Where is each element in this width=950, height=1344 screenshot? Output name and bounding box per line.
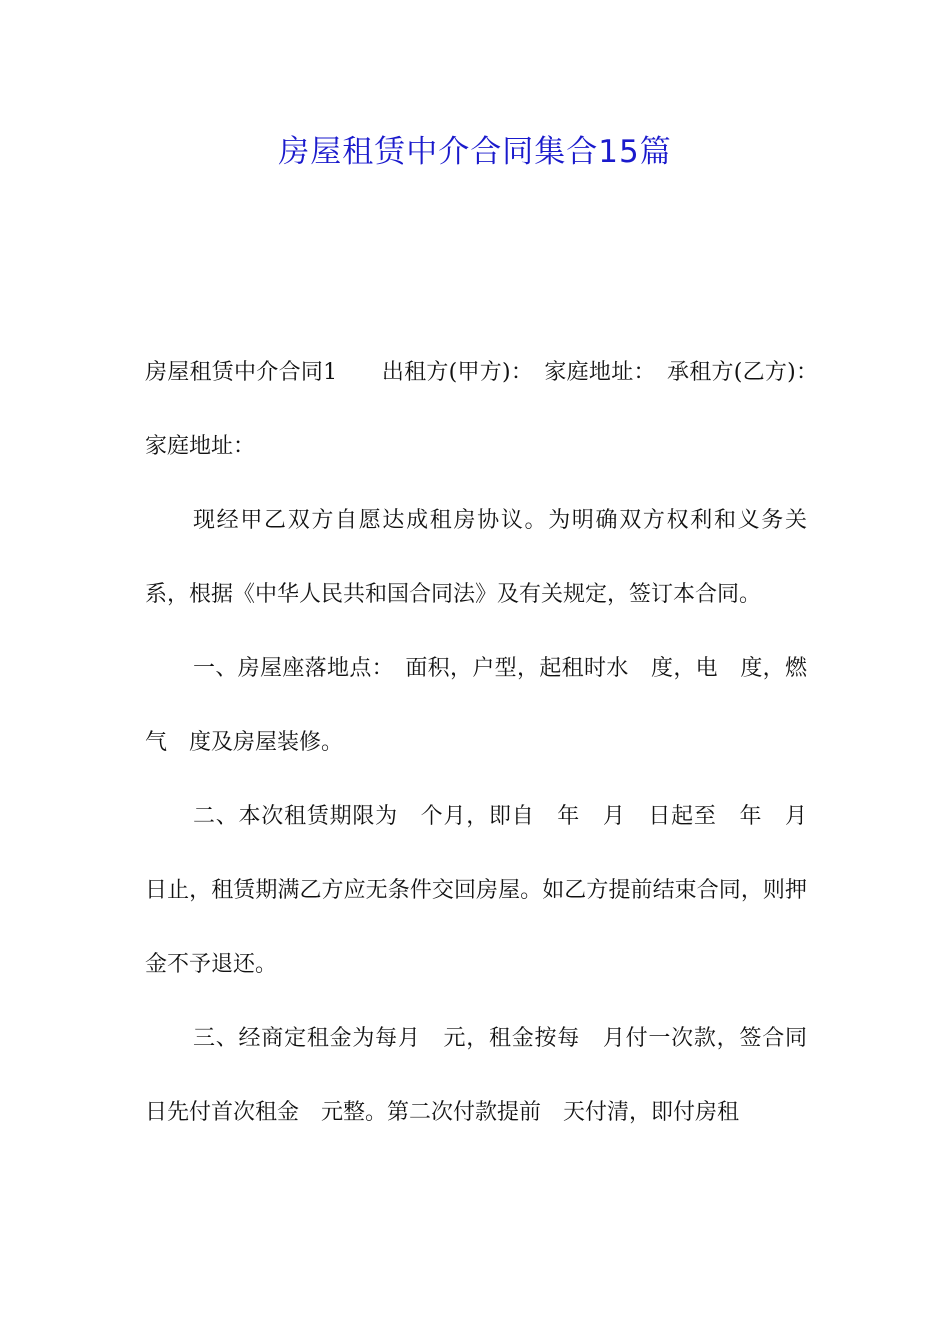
- paragraph-clause-2: 二、本次租赁期限为 个月，即自 年 月 日起至 年 月 日止，租赁期满乙方应无条件交回房屋。如乙方提前结束合同，则押金不予退还。: [145, 804, 830, 977]
- document-title: 房屋租赁中介合同集合15篇: [278, 134, 672, 170]
- paragraph-intro: 现经甲乙双方自愿达成租房协议。为明确双方权利和义务关系，根据《中华人民共和国合同法》及有关规定，签订本合同。: [145, 508, 807, 607]
- document-body: [145, 336, 830, 1150]
- paragraph-clause-3: 三、经商定租金为每月 元，租金按每 月付一次款，签合同日先付首次租金 元整。第二次付款提前 天付清，即付房租: [145, 1026, 807, 1125]
- paragraph-clause-1: 一、房屋座落地点： 面积，户型，起租时水 度，电 度，燃气 度及房屋装修。: [145, 656, 807, 755]
- paragraph-parties: 房屋租赁中介合同1 出租方(甲方)： 家庭地址： 承租方(乙方)： 家庭地址：: [145, 360, 830, 459]
